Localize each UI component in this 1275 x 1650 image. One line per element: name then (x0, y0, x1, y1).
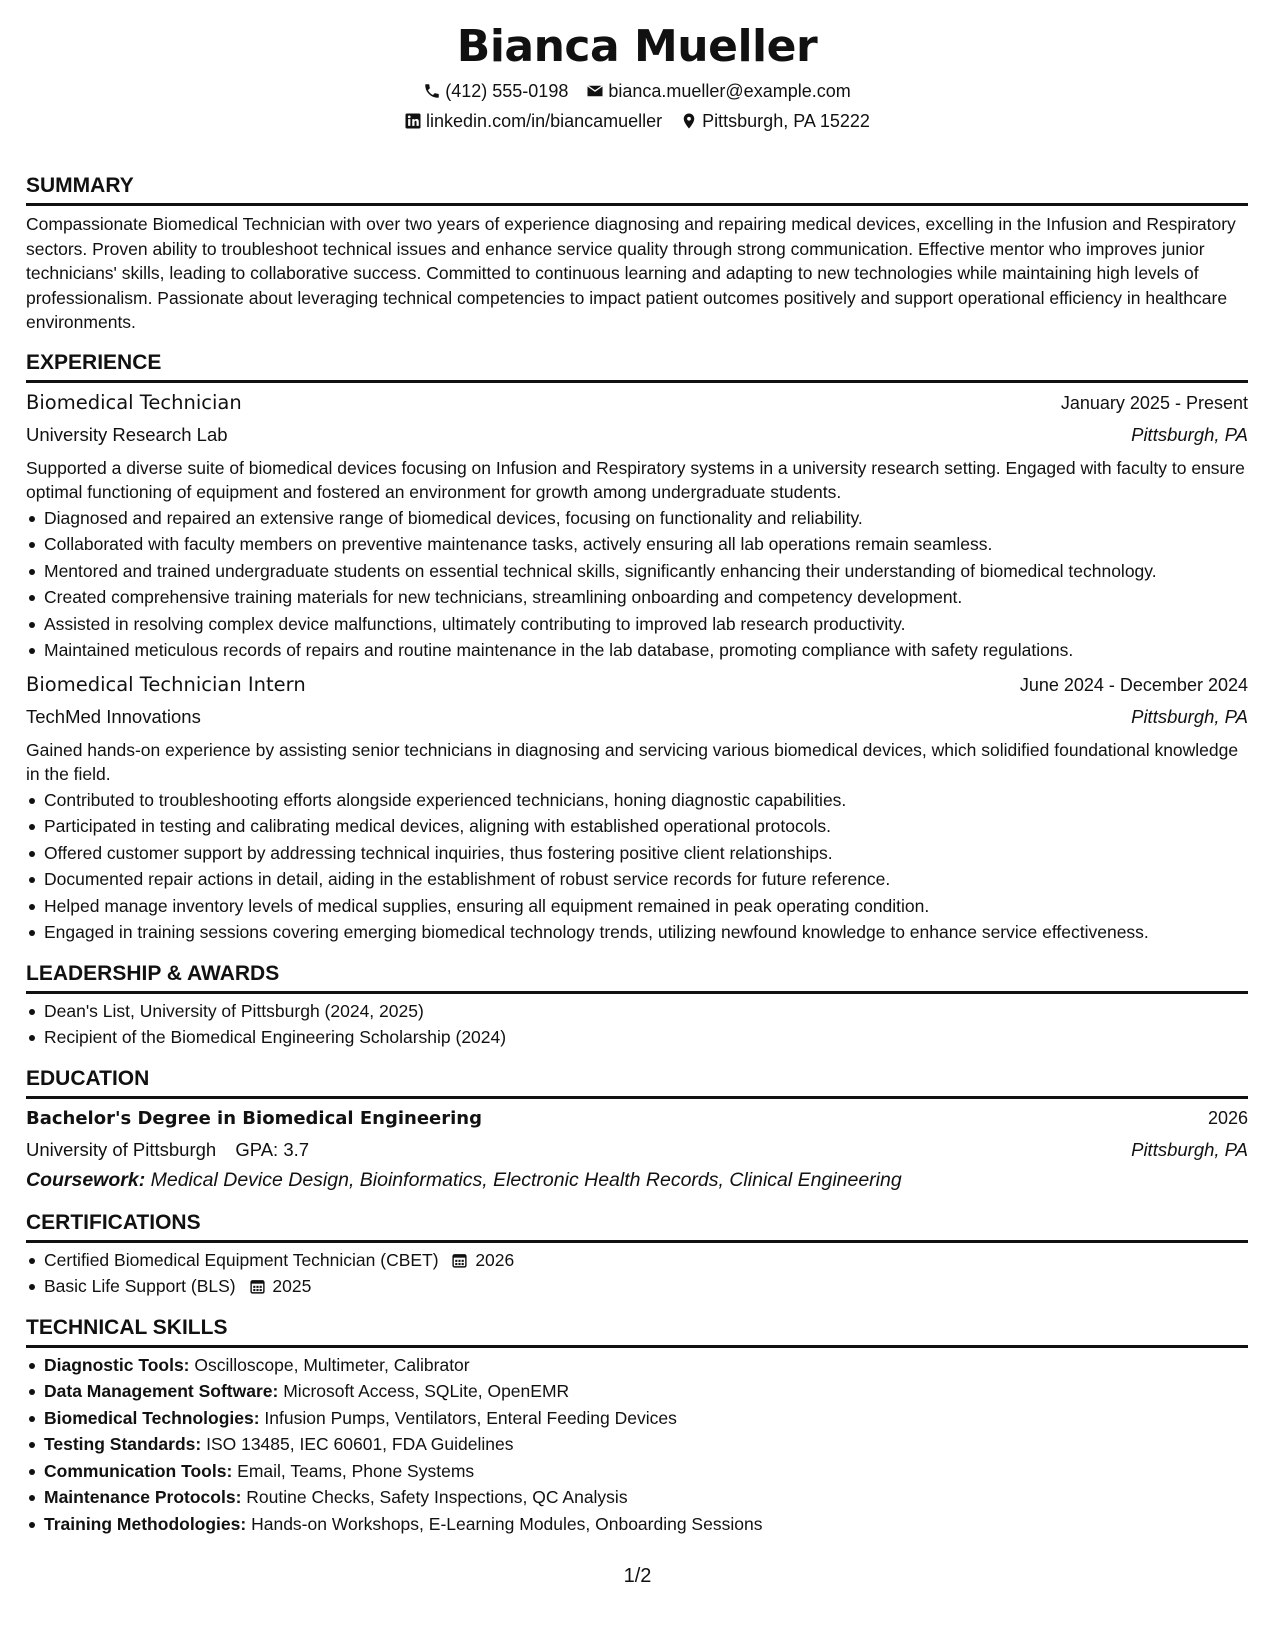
list-item: Mentored and trained undergraduate students on essential technical skills, significantly enhancing their understanding of biomedical technology. (44, 558, 1248, 585)
list-item: Offered customer support by addressing technical inquiries, thus fostering positive client relationships. (44, 840, 1248, 867)
email-contact[interactable] (586, 76, 850, 106)
section-title: EDUCATION (26, 1065, 1248, 1099)
section-title: SUMMARY (26, 172, 1248, 206)
list-item (44, 1378, 1248, 1405)
skill-value: Infusion Pumps, Ventilators, Enteral Feeding Devices (264, 1407, 677, 1428)
experience-section (26, 349, 1248, 946)
envelope-icon (586, 82, 604, 100)
job-title: Biomedical Technician (26, 390, 242, 414)
list-item: Recipient of the Biomedical Engineering Scholarship (2024) (44, 1024, 1248, 1051)
summary-section (26, 172, 1248, 335)
job-entry (26, 387, 1248, 664)
candidate-name: Bianca Mueller (456, 21, 818, 72)
location-text: Pittsburgh, PA 15222 (702, 111, 870, 131)
coursework-list: Medical Device Design, Bioinformatics, Electronic Health Records, Clinical Engineering (150, 1168, 902, 1191)
skill-value: Email, Teams, Phone Systems (237, 1460, 475, 1481)
linkedin-icon (404, 112, 422, 130)
page-number: 1/2 (623, 1565, 652, 1587)
contact-line-1 (26, 76, 1248, 106)
cert-year: 2026 (475, 1249, 515, 1270)
coursework-line (26, 1165, 1248, 1195)
gpa: GPA: 3.7 (235, 1138, 310, 1160)
education-section (26, 1065, 1248, 1195)
list-item (44, 1458, 1248, 1485)
list-item: Assisted in resolving complex device malfunctions, ultimately contributing to improved lab research productivity. (44, 611, 1248, 638)
email-text: bianca.mueller@example.com (608, 81, 851, 101)
list-item: Documented repair actions in detail, aiding in the establishment of robust service records for future reference. (44, 866, 1248, 893)
skill-label: Biomedical Technologies: (44, 1407, 260, 1428)
coursework-label: Coursework: (26, 1168, 146, 1191)
skill-label: Training Methodologies: (44, 1513, 247, 1534)
contact-line-2 (26, 106, 1248, 136)
leadership-list (26, 998, 1248, 1051)
list-item (44, 1405, 1248, 1432)
list-item (44, 1247, 1248, 1274)
list-item: Engaged in training sessions covering emerging biomedical technology trends, utilizing newfound knowledge to enhance service effectiveness. (44, 919, 1248, 946)
job-description: Supported a diverse suite of biomedical devices focusing on Infusion and Respiratory systems in a university research setting. Engaged with faculty to ensure optimal functioning of equipment and fostered an environment for growth among undergraduate students. (26, 457, 1245, 502)
list-item: Dean's List, University of Pittsburgh (2024, 2025) (44, 998, 1248, 1025)
location-contact (680, 106, 870, 136)
school-name: University of Pittsburgh (26, 1138, 217, 1160)
map-pin-icon (680, 112, 698, 130)
phone-contact (423, 76, 568, 106)
list-item: Collaborated with faculty members on preventive maintenance tasks, actively ensuring all lab operations remain seamless. (44, 531, 1248, 558)
list-item (44, 1431, 1248, 1458)
leadership-section (26, 960, 1248, 1051)
list-item: Participated in testing and calibrating medical devices, aligning with established operational protocols. (44, 813, 1248, 840)
summary-text: Compassionate Biomedical Technician with over two years of experience diagnosing and repairing medical devices, excelling in the Infusion and Respiratory sectors. Proven ability to troubleshoot technical issues and enhance service quality through strong communication. Effective mentor who improves junior technicians' skills, leading to collaborative success. Committed to continuous learning and adapting to new technologies while maintaining high levels of professionalism. Passionate about leveraging technical competencies to impact patient outcomes positively and support operational efficiency in healthcare environments. (26, 214, 1236, 332)
job-title: Biomedical Technician Intern (26, 672, 306, 696)
list-item (44, 1273, 1248, 1300)
skills-section (26, 1314, 1248, 1538)
skill-label: Data Management Software: (44, 1381, 279, 1401)
list-item: Created comprehensive training materials for new technicians, streamlining onboarding and competency development. (44, 584, 1248, 611)
skill-label: Diagnostic Tools: (44, 1354, 190, 1375)
linkedin-contact[interactable] (404, 106, 662, 136)
list-item: Diagnosed and repaired an extensive range of biomedical devices, focusing on functionality and reliability. (44, 505, 1248, 532)
list-item: Maintained meticulous records of repairs and routine maintenance in the lab database, promoting compliance with safety regulations. (44, 637, 1248, 664)
skill-label: Maintenance Protocols: (44, 1487, 242, 1507)
resume-page (26, 18, 1248, 1537)
list-item (44, 1511, 1248, 1538)
job-description: Gained hands-on experience by assisting senior technicians in diagnosing and servicing various biomedical devices, which solidified foundational knowledge in the field. (26, 739, 1239, 784)
job-location: Pittsburgh, PA (1131, 423, 1248, 445)
cert-year: 2025 (272, 1276, 312, 1296)
skill-value: Hands-on Workshops, E-Learning Modules, Onboarding Sessions (251, 1513, 763, 1534)
job-bullets (26, 505, 1248, 664)
skill-value: Microsoft Access, SQLite, OpenEMR (283, 1381, 570, 1401)
graduation-year: 2026 (1207, 1107, 1248, 1128)
school-location: Pittsburgh, PA (1131, 1138, 1248, 1160)
job-company: TechMed Innovations (26, 705, 201, 727)
cert-name: Basic Life Support (BLS) (44, 1276, 236, 1296)
phone-icon (423, 82, 441, 100)
skill-label: Testing Standards: (44, 1434, 202, 1454)
skills-list (26, 1352, 1248, 1538)
skill-value: Routine Checks, Safety Inspections, QC Analysis (246, 1487, 628, 1507)
skill-value: Oscilloscope, Multimeter, Calibrator (194, 1354, 470, 1375)
calendar-icon (249, 1276, 266, 1293)
skill-value: ISO 13485, IEC 60601, FDA Guidelines (206, 1434, 514, 1454)
phone-text: (412) 555-0198 (445, 81, 569, 101)
list-item (44, 1352, 1248, 1379)
section-title: EXPERIENCE (26, 349, 1248, 383)
list-item: Helped manage inventory levels of medical supplies, ensuring all equipment remained in peak operating condition. (44, 893, 1248, 920)
job-location: Pittsburgh, PA (1131, 705, 1248, 727)
section-title: LEADERSHIP & AWARDS (26, 960, 1248, 994)
job-dates: June 2024 - December 2024 (1019, 674, 1248, 695)
school-line (26, 1134, 309, 1165)
linkedin-text: linkedin.com/in/biancamueller (426, 111, 663, 131)
job-company: University Research Lab (26, 423, 228, 445)
list-item: Contributed to troubleshooting efforts alongside experienced technicians, honing diagnostic capabilities. (44, 787, 1248, 814)
certifications-section (26, 1209, 1248, 1300)
job-entry (26, 669, 1248, 946)
skill-label: Communication Tools: (44, 1460, 233, 1481)
section-title: TECHNICAL SKILLS (26, 1314, 1248, 1348)
section-title: CERTIFICATIONS (26, 1209, 1248, 1243)
list-item (44, 1484, 1248, 1511)
calendar-icon (451, 1250, 468, 1267)
cert-name: Certified Biomedical Equipment Technician (CBET) (44, 1249, 439, 1270)
job-bullets (26, 787, 1248, 946)
degree-title: Bachelor's Degree in Biomedical Engineering (26, 1107, 482, 1129)
job-dates: January 2025 - Present (1060, 392, 1248, 413)
certifications-list (26, 1247, 1248, 1300)
